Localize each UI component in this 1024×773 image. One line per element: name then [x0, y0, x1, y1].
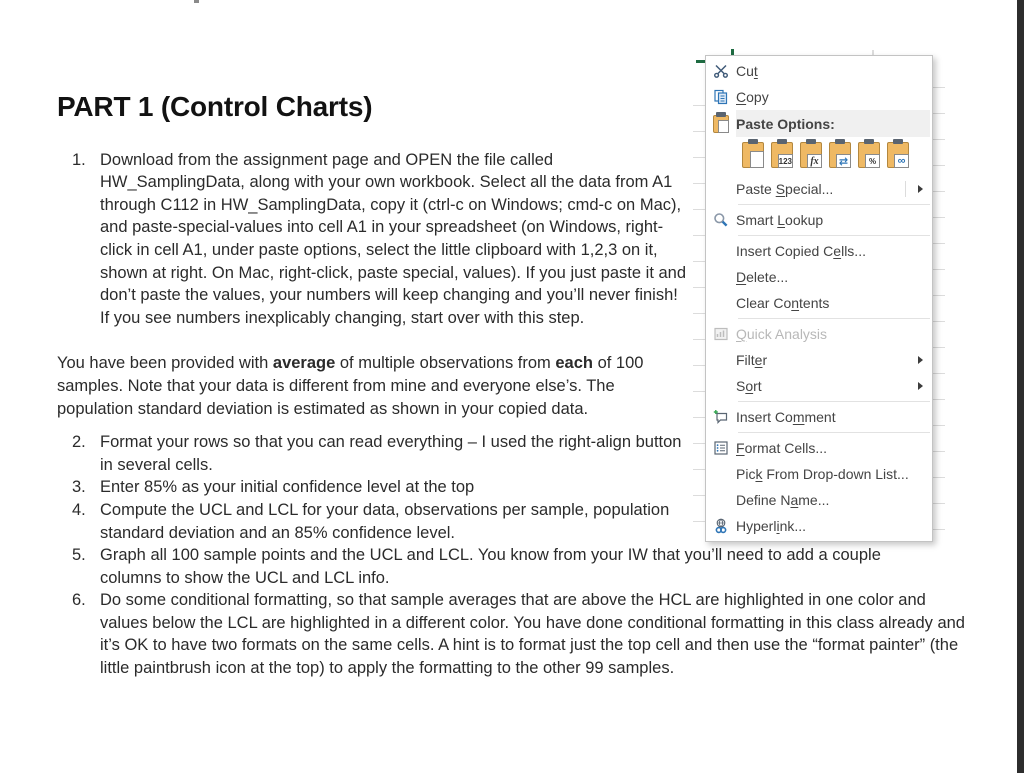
- list-number: 1.: [72, 150, 86, 169]
- page-edge-artifact: [194, 0, 199, 3]
- list-number: 6.: [72, 591, 86, 610]
- list-number: 2.: [72, 433, 86, 452]
- menu-item-label: Smart Lookup: [736, 212, 824, 228]
- list-item-5: [72, 544, 967, 589]
- list-item-6: [72, 589, 967, 679]
- submenu-arrow-icon: [918, 356, 923, 364]
- menu-item-clear-contents[interactable]: [706, 290, 932, 316]
- menu-item-cut[interactable]: [706, 58, 932, 84]
- menu-item-label: Hyperlink...: [736, 518, 807, 534]
- menu-item-label: Insert Copied Cells...: [736, 243, 866, 259]
- menu-item-filter[interactable]: [706, 347, 932, 373]
- menu-item-copy[interactable]: [706, 84, 932, 110]
- menu-item-label: Delete...: [736, 269, 789, 285]
- menu-item-insert-copied-cells[interactable]: [706, 238, 932, 264]
- menu-item-label: Format Cells...: [736, 440, 828, 456]
- menu-item-pick-from-drop-down-list[interactable]: [706, 461, 932, 487]
- menu-separator: [738, 432, 930, 433]
- menu-item-insert-comment[interactable]: [706, 404, 932, 430]
- menu-item-label: Insert Comment: [736, 409, 836, 425]
- list-number: 4.: [72, 500, 86, 519]
- excel-gridline: [932, 62, 945, 535]
- list-item-text: Graph all 100 sample points and the UCL and LCL. You know from your IW that you’ll need to add a couple columns to show the UCL and LCL info.: [100, 546, 881, 587]
- menu-item-label: Define Name...: [736, 492, 830, 508]
- menu-separator: [738, 318, 930, 319]
- excel-context-menu: [705, 55, 933, 542]
- menu-item-label: Cut: [736, 63, 758, 79]
- menu-item-smart-lookup[interactable]: [706, 207, 932, 233]
- menu-item-paste-special[interactable]: [706, 176, 932, 202]
- paste-keep-source-icon[interactable]: [742, 142, 764, 168]
- menu-item-format-cells[interactable]: [706, 435, 932, 461]
- copy-icon: [713, 89, 729, 105]
- page-title: PART 1 (Control Charts): [57, 91, 373, 122]
- menu-item-hyperlink[interactable]: [706, 513, 932, 539]
- list-number: 3.: [72, 478, 86, 497]
- menu-item-label: Quick Analysis: [736, 326, 828, 342]
- menu-item-quick-analysis[interactable]: [706, 321, 932, 347]
- menu-separator: [738, 401, 930, 402]
- menu-item-label: Clear Contents: [736, 295, 830, 311]
- paste-link-icon[interactable]: ∞: [887, 142, 909, 168]
- list-item-text: Enter 85% as your initial confidence level at the top: [100, 478, 475, 497]
- format-cells-icon: [713, 440, 729, 456]
- smart-lookup-icon: [713, 212, 729, 228]
- screen-edge-bar: [1017, 0, 1024, 773]
- paste-formulas-icon[interactable]: fx: [800, 142, 822, 168]
- comment-icon: [713, 409, 729, 425]
- list-number: 5.: [72, 546, 86, 565]
- list-item-text: Compute the UCL and LCL for your data, observations per sample, population standard deviation and an 85% confidence level.: [100, 500, 670, 542]
- menu-separator: [738, 204, 930, 205]
- menu-item-label: Paste Special...: [736, 181, 834, 197]
- scissors-icon: [713, 63, 729, 79]
- menu-item-label: Copy: [736, 89, 769, 105]
- menu-item-delete[interactable]: [706, 264, 932, 290]
- submenu-arrow-icon: [918, 185, 923, 193]
- paste-formatting-icon[interactable]: %: [858, 142, 880, 168]
- paste-values-icon[interactable]: 123: [771, 142, 793, 168]
- list-item-text: Format your rows so that you can read everything – I used the right-align button in several cells.: [100, 433, 682, 474]
- paste-transpose-icon[interactable]: ⇄: [829, 142, 851, 168]
- hyperlink-icon: [713, 518, 729, 534]
- menu-item-paste-options: [706, 110, 932, 137]
- menu-item-define-name[interactable]: [706, 487, 932, 513]
- quick-analysis-icon: [713, 326, 729, 342]
- submenu-divider: [905, 181, 906, 197]
- note-paragraph: You have been provided with average of multiple observations from each of 100 samples. Note that your data is different from mine and everyone else’s. The population standard deviation is estimated as shown in your copied data.: [57, 354, 644, 418]
- menu-item-label: Paste Options:: [736, 110, 930, 137]
- submenu-arrow-icon: [918, 382, 923, 390]
- menu-item-sort[interactable]: [706, 373, 932, 399]
- paste-options-row: [706, 137, 932, 176]
- menu-item-label: Sort: [736, 378, 762, 394]
- menu-separator: [738, 235, 930, 236]
- menu-item-label: Filter: [736, 352, 768, 368]
- menu-item-label: Pick From Drop-down List...: [736, 466, 909, 482]
- list-item-text: Download from the assignment page and OPEN the file called HW_SamplingData, along with your own workbook. Select all the data from A1 through C112 in HW_SamplingData, copy it (ctrl-c on Windows; cmd-c on Mac), and paste-special-values into cell A1 in your spreadsheet (on Windows, right-click in cell A1, under paste options, select the little clipboard with 1,2,3 on it, shown at right. On Mac, right-click, paste special, values). If you just paste it and don’t paste the values, your numbers will keep changing and you’ll never finish! If you see numbers inexplicably changing, start over with this step.: [100, 150, 687, 327]
- clipboard-icon: [713, 115, 729, 133]
- list-item-text: Do some conditional formatting, so that sample averages that are above the HCL are highlighted in one color and values below the LCL are highlighted in a different color. You have done conditional formatting in this class already and it’s OK to have two formats on the same cells. A hint is to format just the top cell and then use the “format painter” (the little paintbrush icon at the top) to apply the formatting to the other 99 samples.: [100, 591, 965, 678]
